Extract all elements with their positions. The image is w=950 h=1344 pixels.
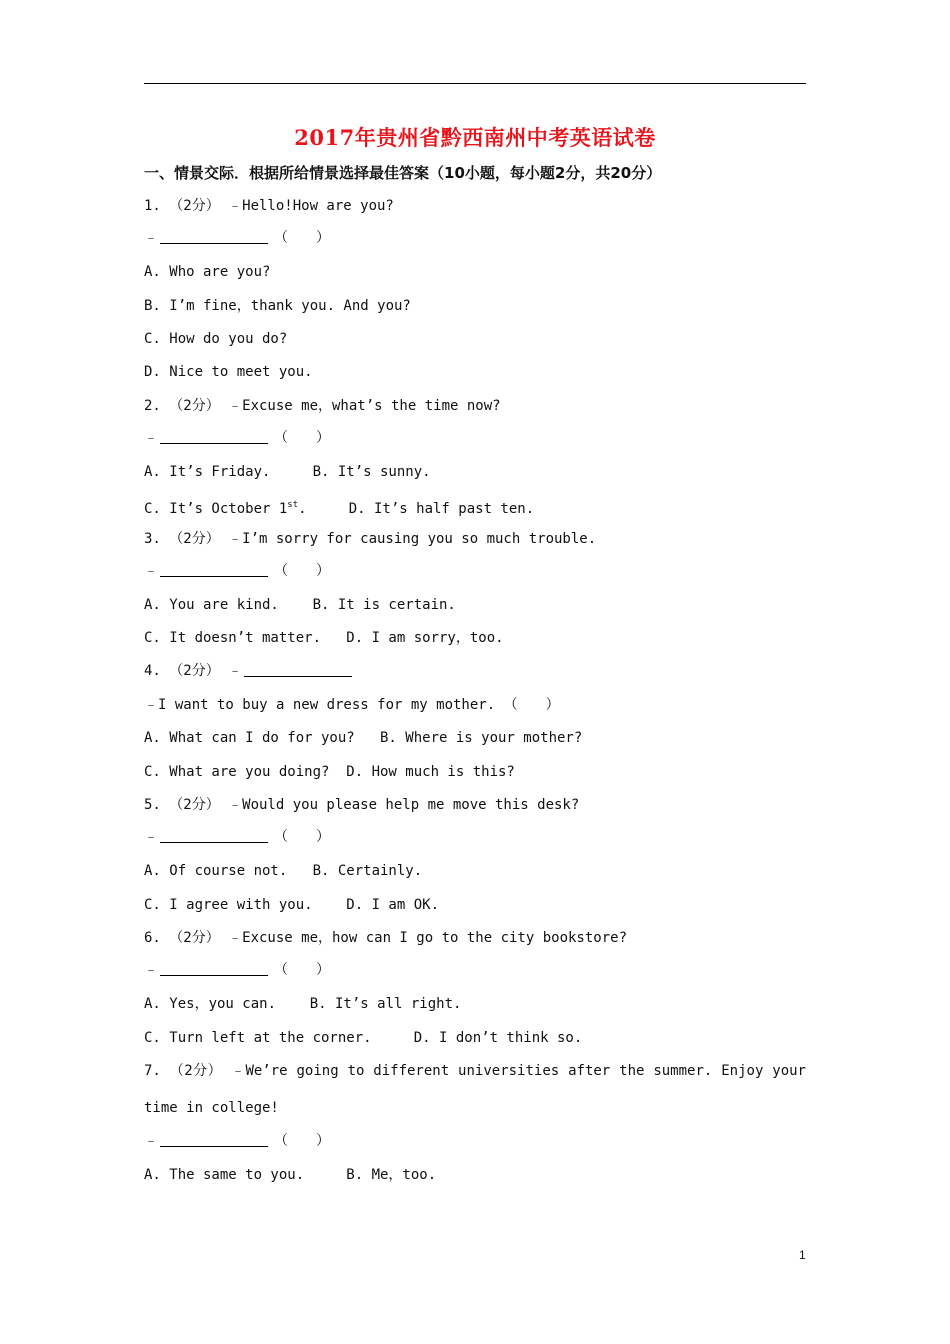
answer-paren: （ ）: [274, 1133, 330, 1149]
section-heading: 一、情景交际．根据所给情景选择最佳答案（10小题，每小题2分，共20分）: [144, 164, 662, 182]
dash: ﹣: [144, 430, 158, 446]
question-4-stem-text: 4. （2分） ﹣: [144, 663, 243, 679]
question-1-option-d: D. Nice to meet you.: [144, 364, 313, 380]
question-1-stem: 1. （2分） ﹣Hello!How are you?: [144, 198, 394, 214]
dash: ﹣: [144, 230, 158, 246]
dash: ﹣: [144, 1133, 158, 1149]
question-4-options-cd: C. What are you doing? D. How much is this?: [144, 764, 515, 780]
question-7-options-ab: A. The same to you. B. Me，too.: [144, 1167, 437, 1183]
question-4-options-ab: A. What can I do for you? B. Where is your mother?: [144, 730, 583, 746]
question-6-stem: 6. （2分） ﹣Excuse me，how can I go to the city bookstore?: [144, 930, 628, 946]
header-rule: [144, 83, 806, 84]
answer-blank: [160, 562, 268, 577]
question-3-options-cd: C. It doesn’t matter. D. I am sorry，too.: [144, 630, 504, 646]
question-2-answer-line: [144, 428, 330, 448]
question-4-line-2: ﹣I want to buy a new dress for my mother. （ ）: [144, 697, 560, 713]
answer-blank: [244, 662, 352, 677]
question-1-answer-line: [144, 228, 330, 248]
question-1-option-c: C. How do you do?: [144, 331, 288, 347]
question-6-options-cd: C. Turn left at the corner. D. I don’t think so.: [144, 1030, 583, 1046]
dash: ﹣: [144, 962, 158, 978]
dash: ﹣: [144, 829, 158, 845]
answer-paren: （ ）: [274, 430, 330, 446]
answer-blank: [160, 1132, 268, 1147]
question-5-answer-line: [144, 827, 330, 847]
question-5-options-cd: C. I agree with you. D. I am OK.: [144, 897, 440, 913]
answer-paren: （ ）: [274, 230, 330, 246]
question-7-answer-line: [144, 1131, 330, 1151]
dash: ﹣: [144, 563, 158, 579]
question-7-stem: 7. （2分） ﹣We’re going to different universities after the summer. Enjoy your: [144, 1063, 806, 1079]
question-6-options-ab: A. Yes，you can. B. It’s all right.: [144, 996, 462, 1012]
ordinal-suffix: st: [287, 500, 299, 510]
question-5-stem: 5. （2分） ﹣Would you please help me move this desk?: [144, 797, 580, 813]
question-1-option-b: B. I’m fine，thank you. And you?: [144, 298, 411, 314]
question-6-answer-line: [144, 960, 330, 980]
answer-blank: [160, 429, 268, 444]
answer-blank: [160, 961, 268, 976]
answer-paren: （ ）: [274, 829, 330, 845]
page-number: 1: [799, 1248, 806, 1262]
question-5-options-ab: A. Of course not. B. Certainly.: [144, 863, 423, 879]
question-3-options-ab: A. You are kind. B. It is certain.: [144, 597, 456, 613]
answer-blank: [160, 828, 268, 843]
question-2-stem: 2. （2分） ﹣Excuse me，what’s the time now?: [144, 398, 501, 414]
option-c-text: C. It’s October 1: [144, 501, 288, 517]
question-2-options-cd: [144, 495, 534, 519]
question-3-answer-line: [144, 561, 330, 581]
option-d-text: . D. It’s half past ten.: [298, 501, 535, 517]
question-4-stem: [144, 661, 358, 681]
answer-paren: （ ）: [274, 962, 330, 978]
answer-paren: （ ）: [274, 563, 330, 579]
question-7-stem-cont: time in college!: [144, 1100, 279, 1116]
question-2-options-ab: A. It’s Friday. B. It’s sunny.: [144, 464, 431, 480]
question-1-option-a: A. Who are you?: [144, 264, 271, 280]
answer-blank: [160, 229, 268, 244]
page-title: 2017年贵州省黔西南州中考英语试卷: [294, 125, 656, 150]
question-3-stem: 3. （2分） ﹣I’m sorry for causing you so much trouble.: [144, 531, 597, 547]
